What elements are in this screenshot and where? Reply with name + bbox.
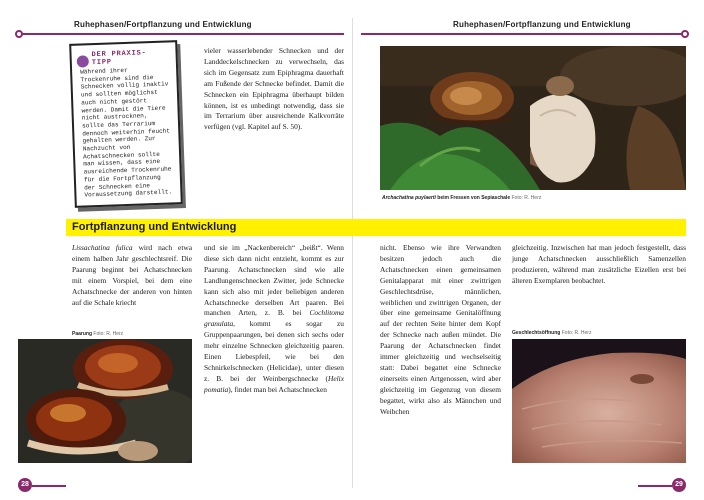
page-gutter bbox=[352, 18, 353, 488]
photo-paarung bbox=[18, 339, 192, 463]
left-footer-rule bbox=[32, 485, 66, 487]
column-1-text: Lissachatina fulica wird nach etwa einem halben Jahr geschlechtsreif. Die Paarung beginnt bei Achatschnecken mit einem Vorspiel, bei dem eine Achatschnecke der anderen von hinten auf die Schale kriecht bbox=[72, 243, 192, 307]
caption-top-right: Archachatina puylaerti beim Fressen von Sepiaschale Foto: R. Herz bbox=[382, 195, 542, 201]
page-number-right: 29 bbox=[672, 478, 686, 492]
column-3-text: nicht. Ebenso wie ihre Verwandten besitzen jedoch auch die Achatschnecken einen gemeinsamen Genitalapparat mit einer zwittrigen Geschlechtsdrüse, männlichen, weiblichen und zwittrigen Organen, der über eine gemeinsame Genitalöffnung auf der rechten Seite hinter dem Kopf der Schnecke nach außen mündet. Die Paarung der Achatschnecken findet immer gleichzeitig und wechselseitig statt: Dabei begattet eine Schnecke einerseits einen Artgenossen, wird aber gleichzeitig im Gegenzug von diesem begattet, wirkt also als Männchen und Weibchen bbox=[380, 243, 501, 416]
column-4-text: gleichzeitig. Inzwischen hat man jedoch festgestellt, dass junge Achatschnecken ausschließlich Samenzellen produzieren, während man zusätzliche Eizellen erst bei älteren Exemplaren beobachtet. bbox=[512, 243, 686, 285]
right-header-rule bbox=[361, 33, 683, 35]
right-header-dot-icon bbox=[681, 30, 689, 38]
praxis-text: Während ihrer Trockenruhe sind die Schnecken völlig inaktiv und sollten möglichst auch nicht gestört werden. Damit die Tiere nicht austrocknen, sollte das Terrarium dennoch weiterhin feucht gehalten werden. Zur Nachzucht von Achatschnecken sollte man wissen, dass eine ausreichende Trockenruhe für die Fortpflanzung der Schnecken eine Voraussetzung darstellt. bbox=[80, 66, 173, 199]
left-header-dot-icon bbox=[15, 30, 23, 38]
column-2-text: und sie im „Nackenbereich“ „beißt“. Wenn diese sich dann nicht entzieht, kommt es zur Paarung. Achatschnecken sind wie alle Landlungenschnecken Zwitter, jede Schnecke kann sich also mit jeder beliebigen anderen Achatschnecke derselben Art paaren. Bei manchen Arten, z. B. bei Cochlitoma granulata, kommt es sogar zu Gruppenpaarungen, bei denen sich sechs oder mehr einzelne Schnecken gleichzeitig paaren. Einen Liebespfeil, wie bei den Schnirkelschnecken (Helicidae), unter diesen z. B. bei der Weinbergschnecke (Helix pomatia), findet man bei Achatschnecken bbox=[204, 243, 344, 394]
right-running-header: Ruhephasen/Fortpflanzung und Entwicklung bbox=[453, 20, 631, 29]
top-column-text: vieler wasserlebender Schnecken und der Landdeckelschnecken zu verwechseln, das sich im Gegensatz zum Epiphragma dauerhaft am Fußende der Schnecke befindet. Damit die Schnecken ein Epiphragma überhaupt bilden können, ist es unbedingt notwendig, dass sie im Terrarium über ausreichende Kalkvorräte verfügen (vgl. Kapitel auf S. 50). bbox=[204, 46, 344, 132]
left-header-rule bbox=[22, 33, 344, 35]
section-title: Fortpflanzung und Entwicklung bbox=[72, 221, 237, 233]
caption-genital: Geschlechtsöffnung Foto: R. Herz bbox=[512, 330, 592, 336]
praxis-tip-box bbox=[69, 40, 183, 208]
photo-archachatina bbox=[380, 46, 686, 190]
page-number-left: 28 bbox=[18, 478, 32, 492]
right-footer-rule bbox=[638, 485, 672, 487]
praxis-title: DER PRAXIS- TIPP bbox=[91, 49, 147, 68]
photo-genital bbox=[512, 339, 686, 463]
left-running-header: Ruhephasen/Fortpflanzung und Entwicklung bbox=[74, 20, 252, 29]
caption-paarung: Paarung Foto: R. Herz bbox=[72, 331, 124, 337]
